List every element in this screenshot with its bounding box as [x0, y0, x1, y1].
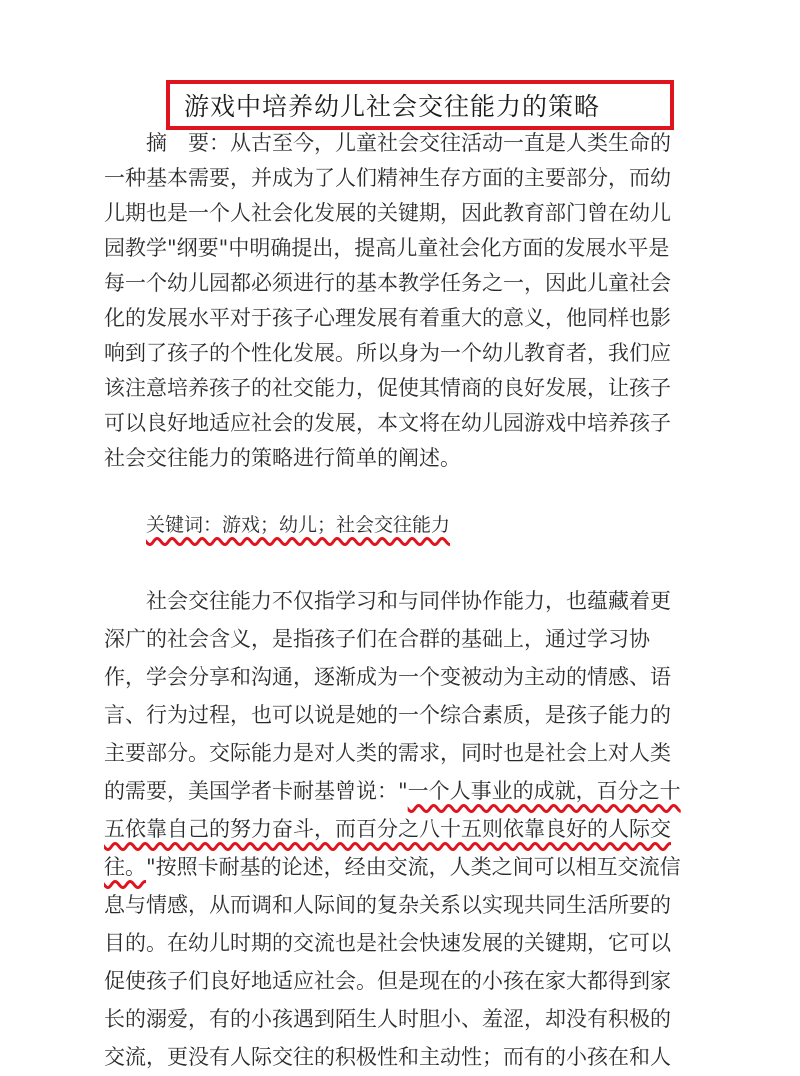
- carnegie-quote: 一个人事业的成就，百分之十五依靠自己的努力奋斗，而百分之八十五则依靠良好的人际交往。: [104, 779, 681, 879]
- title-highlight-box: [166, 80, 674, 130]
- body-text-after-quote: "按照卡耐基的论述，经由交流，人类之间可以相互交流信息与情感，从而调和人际间的复杂关系以实现共同生活所要的目的。在幼儿时期的交流也是社会快速发展的关键期，它可以促使孩子们良好地适应社会。但是现在的小孩在家大都得到家长的溺爱，有的小孩遇到陌生人时胆小、羞涩，却没有积极的交流，更没有人际交往的积极性和主动性；而有的小孩在和人: [104, 855, 681, 1069]
- keywords-line: [146, 508, 726, 543]
- document-title: 游戏中培养幼儿社会交往能力的策略: [184, 92, 601, 121]
- body-text-before-quote: 社会交往能力不仅指学习和与同伴协作能力，也蕴藏着更深广的社会含义，是指孩子们在合群的基础上，通过学习协作，学会分享和沟通，逐渐成为一个变被动为主动的情感、语言、行为过程，也可以说是她的一个综合素质，是孩子能力的主要部分。交际能力是对人类的需求，同时也是社会上对人类的需要，美国学者卡耐基曾说：": [104, 589, 671, 803]
- abstract-paragraph: [104, 126, 684, 476]
- body-paragraph: [104, 582, 684, 1076]
- abstract-text: 从古至今，儿童社会交往活动一直是人类生命的一种基本需要，并成为了人们精神生存方面的主要部分，而幼儿期也是一个人社会化发展的关键期，因此教育部门曾在幼儿园教学"纲要"中明确提出，提高儿童社会化方面的发展水平是每一个幼儿园都必须进行的基本教学任务之一，因此儿童社会化的发展水平对于孩子心理发展有着重大的意义，他同样也影响到了孩子的个性化发展。所以身为一个幼儿教育者，我们应该注意培养孩子的社交能力，促使其情商的良好发展，让孩子可以良好地适应社会的发展，本文将在幼儿园游戏中培养孩子社会交往能力的策略进行简单的阐述。: [104, 131, 671, 470]
- abstract-label: 摘 要：: [146, 131, 230, 155]
- keywords-text: 关键词：游戏；幼儿；社会交往能力: [146, 514, 451, 536]
